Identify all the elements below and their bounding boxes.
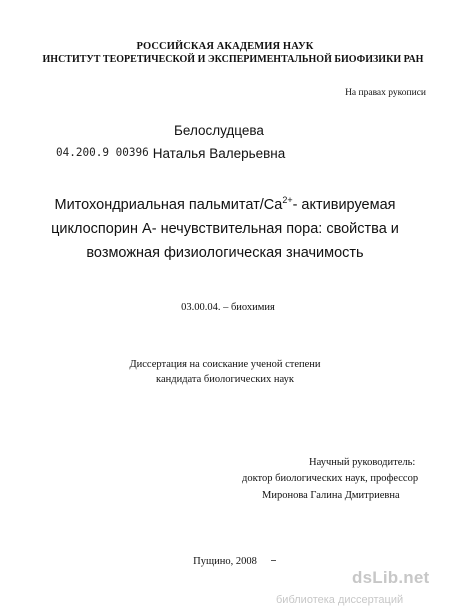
thesis-title-line-2: циклоспорин А- нечувствительная пора: свойства и: [51, 221, 399, 237]
thesis-title-line-3: возможная физиологическая значимость: [86, 245, 364, 261]
thesis-title-line-1: [0, 193, 450, 217]
scan-dash-mark: [271, 560, 276, 561]
title-superscript: 2+: [282, 195, 293, 205]
author-last-name: Белослудцева: [174, 123, 264, 138]
organization-line-2: ИНСТИТУТ ТЕОРЕТИЧЕСКОЙ И ЭКСПЕРИМЕНТАЛЬНОЙ БИОФИЗИКИ РАН: [42, 54, 424, 65]
library-stamp-number: 04.200.9 00396: [56, 145, 149, 160]
supervisor-label: Научный руководитель:: [309, 457, 416, 468]
watermark-logo: dsLib.net: [352, 568, 430, 587]
dissertation-line-1: Диссертация на соискание ученой степени: [129, 359, 321, 370]
rights-note: На правах рукописи: [345, 88, 426, 98]
supervisor-name: Миронова Галина Дмитриевна: [262, 490, 400, 501]
title-line-1-tail: - активируемая: [292, 197, 396, 213]
organization-line-1: РОССИЙСКАЯ АКАДЕМИЯ НАУК: [136, 41, 314, 52]
watermark-subtitle: библиотека диссертаций: [276, 594, 404, 606]
dissertation-line-2: кандидата биологических наук: [156, 374, 294, 385]
specialty-code: 03.00.04. – биохимия: [181, 302, 275, 313]
supervisor-degree: доктор биологических наук, профессор: [242, 473, 419, 484]
place-and-year: Пущино, 2008: [193, 556, 257, 567]
title-line-1-text: Митохондриальная пальмитат/Ca: [54, 197, 283, 213]
author-first-patronymic: Наталья Валерьевна: [152, 146, 286, 161]
